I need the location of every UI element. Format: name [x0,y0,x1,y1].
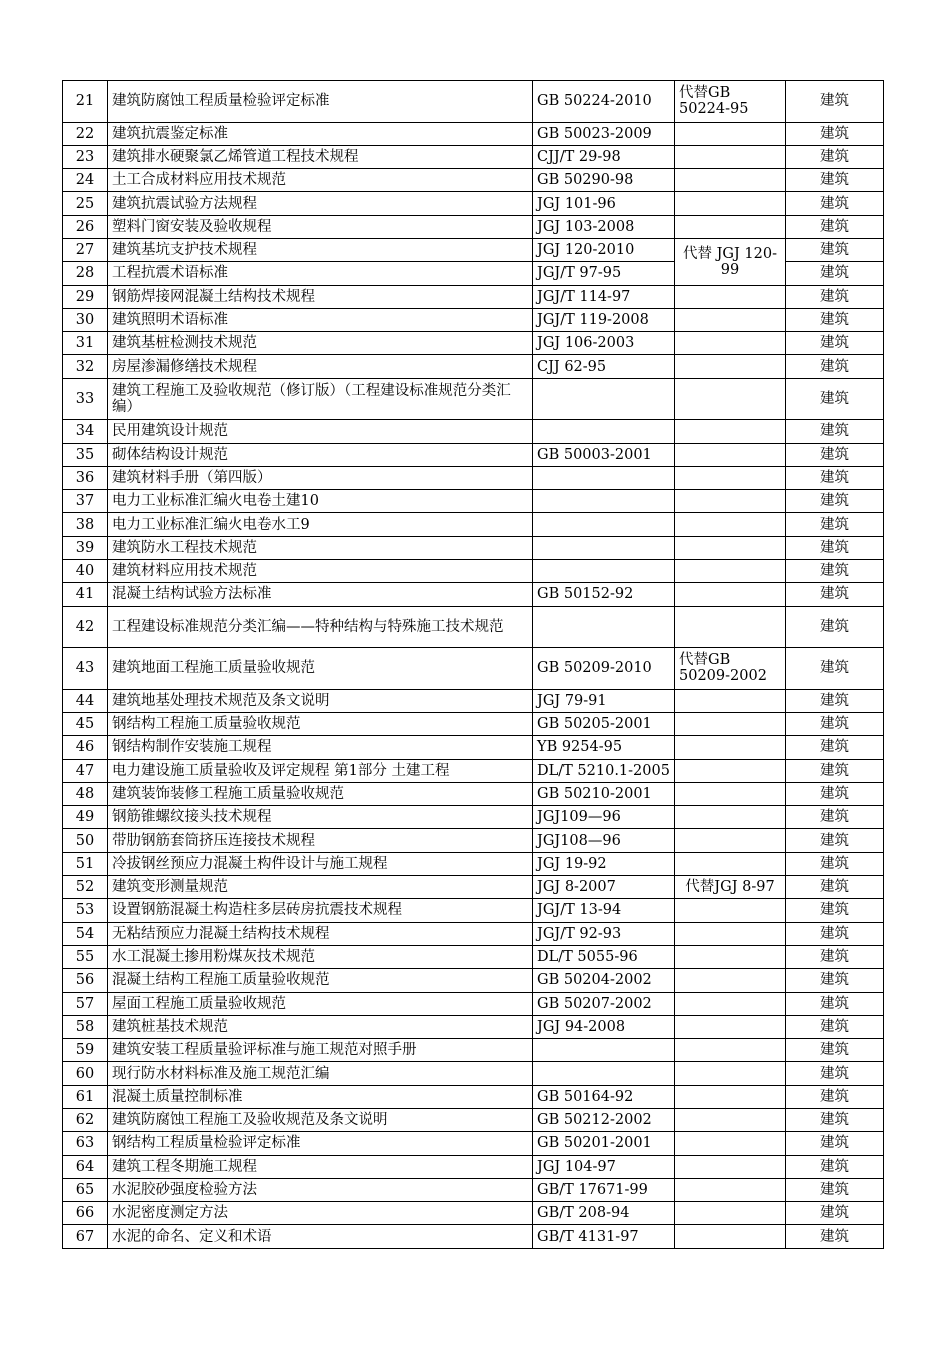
category: 建筑 [786,262,884,285]
standards-table [62,80,884,1249]
standard-code: JGJ 79-91 [533,689,675,712]
standard-name: 建筑地面工程施工质量验收规范 [108,648,533,690]
standard-name: 建筑照明术语标准 [108,308,533,331]
row-number: 36 [63,466,108,489]
table-row [63,1132,884,1155]
standard-name: 水工混凝土掺用粉煤灰技术规范 [108,945,533,968]
row-number: 54 [63,922,108,945]
standard-name: 混凝土结构工程施工质量验收规范 [108,969,533,992]
table-row [63,560,884,583]
row-number: 22 [63,122,108,145]
row-number: 27 [63,238,108,261]
standard-code [533,1039,675,1062]
row-number: 38 [63,513,108,536]
row-number: 47 [63,759,108,782]
category: 建筑 [786,238,884,261]
table-row [63,466,884,489]
standard-code: JGJ/T 119-2008 [533,308,675,331]
standard-code: JGJ/T 114-97 [533,285,675,308]
row-number: 28 [63,262,108,285]
table-row [63,689,884,712]
standard-name: 混凝土结构试验方法标准 [108,583,533,606]
standard-name: 建筑防腐蚀工程质量检验评定标准 [108,81,533,123]
row-number: 57 [63,992,108,1015]
table-row [63,285,884,308]
row-number: 26 [63,215,108,238]
standard-name: 建筑桩基技术规范 [108,1015,533,1038]
replacement-note [675,736,786,759]
category: 建筑 [786,81,884,123]
row-number: 67 [63,1225,108,1248]
table-row [63,922,884,945]
replacement-note [675,1015,786,1038]
standard-name: 电力工业标准汇编火电卷土建10 [108,490,533,513]
standard-name: 建筑材料应用技术规范 [108,560,533,583]
replacement-note [675,1155,786,1178]
standard-code: CJJ/T 29-98 [533,145,675,168]
row-number: 51 [63,852,108,875]
row-number: 62 [63,1108,108,1131]
table-row [63,1015,884,1038]
table-row [63,332,884,355]
row-number: 30 [63,308,108,331]
standard-name: 现行防水材料标准及施工规范汇编 [108,1062,533,1085]
row-number: 43 [63,648,108,690]
row-number: 66 [63,1202,108,1225]
table-row [63,759,884,782]
standard-code: GB 50003-2001 [533,443,675,466]
category: 建筑 [786,1202,884,1225]
replacement-note [675,536,786,559]
table-row [63,648,884,690]
standard-code: JGJ108—96 [533,829,675,852]
table-row [63,606,884,648]
row-number: 60 [63,1062,108,1085]
table-row [63,378,884,420]
category: 建筑 [786,169,884,192]
replacement-note [675,606,786,648]
table-row [63,899,884,922]
standard-name: 建筑工程施工及验收规范（修订版）（工程建设标准规范分类汇编） [108,378,533,420]
table-row [63,145,884,168]
standard-name: 民用建筑设计规范 [108,420,533,443]
table-row [63,1085,884,1108]
table-row [63,355,884,378]
category: 建筑 [786,992,884,1015]
table-row [63,1178,884,1201]
standards-table-body [63,81,884,1249]
row-number: 58 [63,1015,108,1038]
row-number: 21 [63,81,108,123]
standard-code [533,420,675,443]
standard-code [533,466,675,489]
replacement-note [675,443,786,466]
table-row [63,992,884,1015]
replacement-note [675,806,786,829]
row-number: 65 [63,1178,108,1201]
row-number: 41 [63,583,108,606]
table-row [63,215,884,238]
standard-name: 带肋钢筋套筒挤压连接技术规程 [108,829,533,852]
standard-code: JGJ 101-96 [533,192,675,215]
standard-code [533,560,675,583]
category: 建筑 [786,899,884,922]
standard-code: GB 50290-98 [533,169,675,192]
category: 建筑 [786,1085,884,1108]
replacement-note [675,1085,786,1108]
replacement-note [675,466,786,489]
replacement-note [675,689,786,712]
table-row [63,1062,884,1085]
replacement-note [675,1202,786,1225]
table-row [63,238,884,261]
table-row [63,945,884,968]
standard-code: GB 50212-2002 [533,1108,675,1131]
row-number: 42 [63,606,108,648]
replacement-note [675,1225,786,1248]
row-number: 37 [63,490,108,513]
standard-code: GB 50207-2002 [533,992,675,1015]
standard-name: 土工合成材料应用技术规范 [108,169,533,192]
category: 建筑 [786,1178,884,1201]
replacement-note [675,759,786,782]
row-number: 53 [63,899,108,922]
category: 建筑 [786,712,884,735]
replacement-note [675,782,786,805]
row-number: 45 [63,712,108,735]
replacement-note: 代替GB 50224-95 [675,81,786,123]
category: 建筑 [786,759,884,782]
category: 建筑 [786,736,884,759]
category: 建筑 [786,945,884,968]
category: 建筑 [786,1062,884,1085]
standard-code: GB/T 208-94 [533,1202,675,1225]
category: 建筑 [786,145,884,168]
standard-name: 电力工业标准汇编火电卷水工9 [108,513,533,536]
standard-name: 建筑基桩检测技术规范 [108,332,533,355]
replacement-note [675,1039,786,1062]
standard-code [533,378,675,420]
table-row [63,782,884,805]
category: 建筑 [786,536,884,559]
standard-code: GB/T 4131-97 [533,1225,675,1248]
replacement-note [675,712,786,735]
standard-code: JGJ 103-2008 [533,215,675,238]
row-number: 32 [63,355,108,378]
standard-code: GB 50023-2009 [533,122,675,145]
standard-name: 电力建设施工质量验收及评定规程 第1部分 土建工程 [108,759,533,782]
table-row [63,1202,884,1225]
replacement-note [675,332,786,355]
standard-name: 钢结构工程施工质量验收规范 [108,712,533,735]
row-number: 55 [63,945,108,968]
category: 建筑 [786,606,884,648]
category: 建筑 [786,308,884,331]
replacement-note [675,829,786,852]
replacement-note [675,560,786,583]
standard-name: 设置钢筋混凝土构造柱多层砖房抗震技术规程 [108,899,533,922]
row-number: 64 [63,1155,108,1178]
standard-name: 房屋渗漏修缮技术规程 [108,355,533,378]
row-number: 35 [63,443,108,466]
standard-code: JGJ 104-97 [533,1155,675,1178]
standard-name: 水泥的命名、定义和术语 [108,1225,533,1248]
table-row [63,192,884,215]
standard-code [533,490,675,513]
standard-name: 建筑材料手册（第四版） [108,466,533,489]
standard-name: 建筑安装工程质量验评标准与施工规范对照手册 [108,1039,533,1062]
category: 建筑 [786,490,884,513]
replacement-note: 代替 JGJ 120-99 [675,238,786,285]
standard-name: 建筑地基处理技术规范及条文说明 [108,689,533,712]
replacement-note [675,945,786,968]
table-row [63,169,884,192]
category: 建筑 [786,378,884,420]
category: 建筑 [786,1155,884,1178]
row-number: 29 [63,285,108,308]
standard-code: GB 50205-2001 [533,712,675,735]
replacement-note [675,969,786,992]
table-row [63,536,884,559]
standard-code [533,513,675,536]
standard-name: 建筑工程冬期施工规程 [108,1155,533,1178]
replacement-note [675,490,786,513]
replacement-note [675,355,786,378]
standard-code: JGJ 106-2003 [533,332,675,355]
standard-name: 建筑防腐蚀工程施工及验收规范及条文说明 [108,1108,533,1131]
category: 建筑 [786,513,884,536]
category: 建筑 [786,192,884,215]
standard-name: 无粘结预应力混凝土结构技术规程 [108,922,533,945]
table-row [63,806,884,829]
category: 建筑 [786,806,884,829]
standard-name: 冷拔钢丝预应力混凝土构件设计与施工规程 [108,852,533,875]
category: 建筑 [786,689,884,712]
category: 建筑 [786,1108,884,1131]
standard-name: 建筑变形测量规范 [108,876,533,899]
replacement-note [675,1132,786,1155]
row-number: 59 [63,1039,108,1062]
replacement-note [675,420,786,443]
standard-name: 建筑基坑支护技术规程 [108,238,533,261]
table-row [63,1108,884,1131]
row-number: 34 [63,420,108,443]
replacement-note [675,1062,786,1085]
standard-name: 屋面工程施工质量验收规范 [108,992,533,1015]
standard-code: JGJ 94-2008 [533,1015,675,1038]
replacement-note: 代替JGJ 8-97 [675,876,786,899]
table-row [63,420,884,443]
table-row [63,829,884,852]
category: 建筑 [786,1132,884,1155]
standard-code: JGJ 120-2010 [533,238,675,261]
row-number: 39 [63,536,108,559]
category: 建筑 [786,122,884,145]
replacement-note [675,122,786,145]
standard-name: 建筑抗震鉴定标准 [108,122,533,145]
row-number: 56 [63,969,108,992]
category: 建筑 [786,922,884,945]
category: 建筑 [786,583,884,606]
category: 建筑 [786,560,884,583]
replacement-note [675,215,786,238]
category: 建筑 [786,332,884,355]
category: 建筑 [786,443,884,466]
standard-name: 钢结构工程质量检验评定标准 [108,1132,533,1155]
table-row [63,852,884,875]
standard-code: JGJ/T 13-94 [533,899,675,922]
replacement-note [675,922,786,945]
category: 建筑 [786,876,884,899]
standard-code: GB 50209-2010 [533,648,675,690]
category: 建筑 [786,1039,884,1062]
standard-code [533,536,675,559]
standard-code: GB 50152-92 [533,583,675,606]
row-number: 40 [63,560,108,583]
replacement-note [675,1178,786,1201]
replacement-note [675,192,786,215]
row-number: 46 [63,736,108,759]
standard-name: 钢筋锥螺纹接头技术规程 [108,806,533,829]
row-number: 25 [63,192,108,215]
standard-code: GB/T 17671-99 [533,1178,675,1201]
standard-code: JGJ 8-2007 [533,876,675,899]
row-number: 63 [63,1132,108,1155]
category: 建筑 [786,285,884,308]
replacement-note [675,285,786,308]
replacement-note: 代替GB 50209-2002 [675,648,786,690]
standard-name: 工程建设标准规范分类汇编——特种结构与特殊施工技术规范 [108,606,533,648]
row-number: 23 [63,145,108,168]
table-row [63,308,884,331]
row-number: 50 [63,829,108,852]
standard-code: GB 50201-2001 [533,1132,675,1155]
standard-name: 水泥胶砂强度检验方法 [108,1178,533,1201]
table-row [63,81,884,123]
standard-code: CJJ 62-95 [533,355,675,378]
standard-code: JGJ 19-92 [533,852,675,875]
standard-code: JGJ/T 97-95 [533,262,675,285]
row-number: 44 [63,689,108,712]
replacement-note [675,308,786,331]
standard-name: 钢筋焊接网混凝土结构技术规程 [108,285,533,308]
standard-name: 建筑排水硬聚氯乙烯管道工程技术规程 [108,145,533,168]
standard-code: GB 50210-2001 [533,782,675,805]
category: 建筑 [786,782,884,805]
category: 建筑 [786,648,884,690]
replacement-note [675,169,786,192]
replacement-note [675,899,786,922]
table-row [63,969,884,992]
standard-code: DL/T 5210.1-2005 [533,759,675,782]
standard-code: GB 50164-92 [533,1085,675,1108]
table-row [63,1155,884,1178]
row-number: 49 [63,806,108,829]
category: 建筑 [786,420,884,443]
category: 建筑 [786,1225,884,1248]
standard-code: GB 50224-2010 [533,81,675,123]
row-number: 61 [63,1085,108,1108]
standard-code: DL/T 5055-96 [533,945,675,968]
table-row [63,122,884,145]
table-row [63,583,884,606]
category: 建筑 [786,215,884,238]
standard-name: 建筑防水工程技术规范 [108,536,533,559]
row-number: 24 [63,169,108,192]
row-number: 33 [63,378,108,420]
standard-name: 砌体结构设计规范 [108,443,533,466]
standard-code [533,1062,675,1085]
replacement-note [675,513,786,536]
row-number: 52 [63,876,108,899]
table-row [63,513,884,536]
category: 建筑 [786,969,884,992]
standard-code: JGJ/T 92-93 [533,922,675,945]
replacement-note [675,378,786,420]
row-number: 48 [63,782,108,805]
table-row [63,1039,884,1062]
standard-code: YB 9254-95 [533,736,675,759]
standard-name: 工程抗震术语标准 [108,262,533,285]
table-row [63,876,884,899]
standard-code [533,606,675,648]
replacement-note [675,852,786,875]
replacement-note [675,1108,786,1131]
row-number: 31 [63,332,108,355]
standard-name: 钢结构制作安装施工规程 [108,736,533,759]
table-row [63,736,884,759]
category: 建筑 [786,355,884,378]
table-row [63,490,884,513]
table-row [63,712,884,735]
standard-code: JGJ109—96 [533,806,675,829]
category: 建筑 [786,1015,884,1038]
table-row [63,1225,884,1248]
replacement-note [675,145,786,168]
replacement-note [675,992,786,1015]
category: 建筑 [786,466,884,489]
standard-code: GB 50204-2002 [533,969,675,992]
standard-name: 建筑抗震试验方法规程 [108,192,533,215]
standard-name: 建筑装饰装修工程施工质量验收规范 [108,782,533,805]
category: 建筑 [786,829,884,852]
replacement-note [675,583,786,606]
table-row [63,443,884,466]
category: 建筑 [786,852,884,875]
standard-name: 水泥密度测定方法 [108,1202,533,1225]
standard-name: 混凝土质量控制标准 [108,1085,533,1108]
standard-name: 塑料门窗安装及验收规程 [108,215,533,238]
